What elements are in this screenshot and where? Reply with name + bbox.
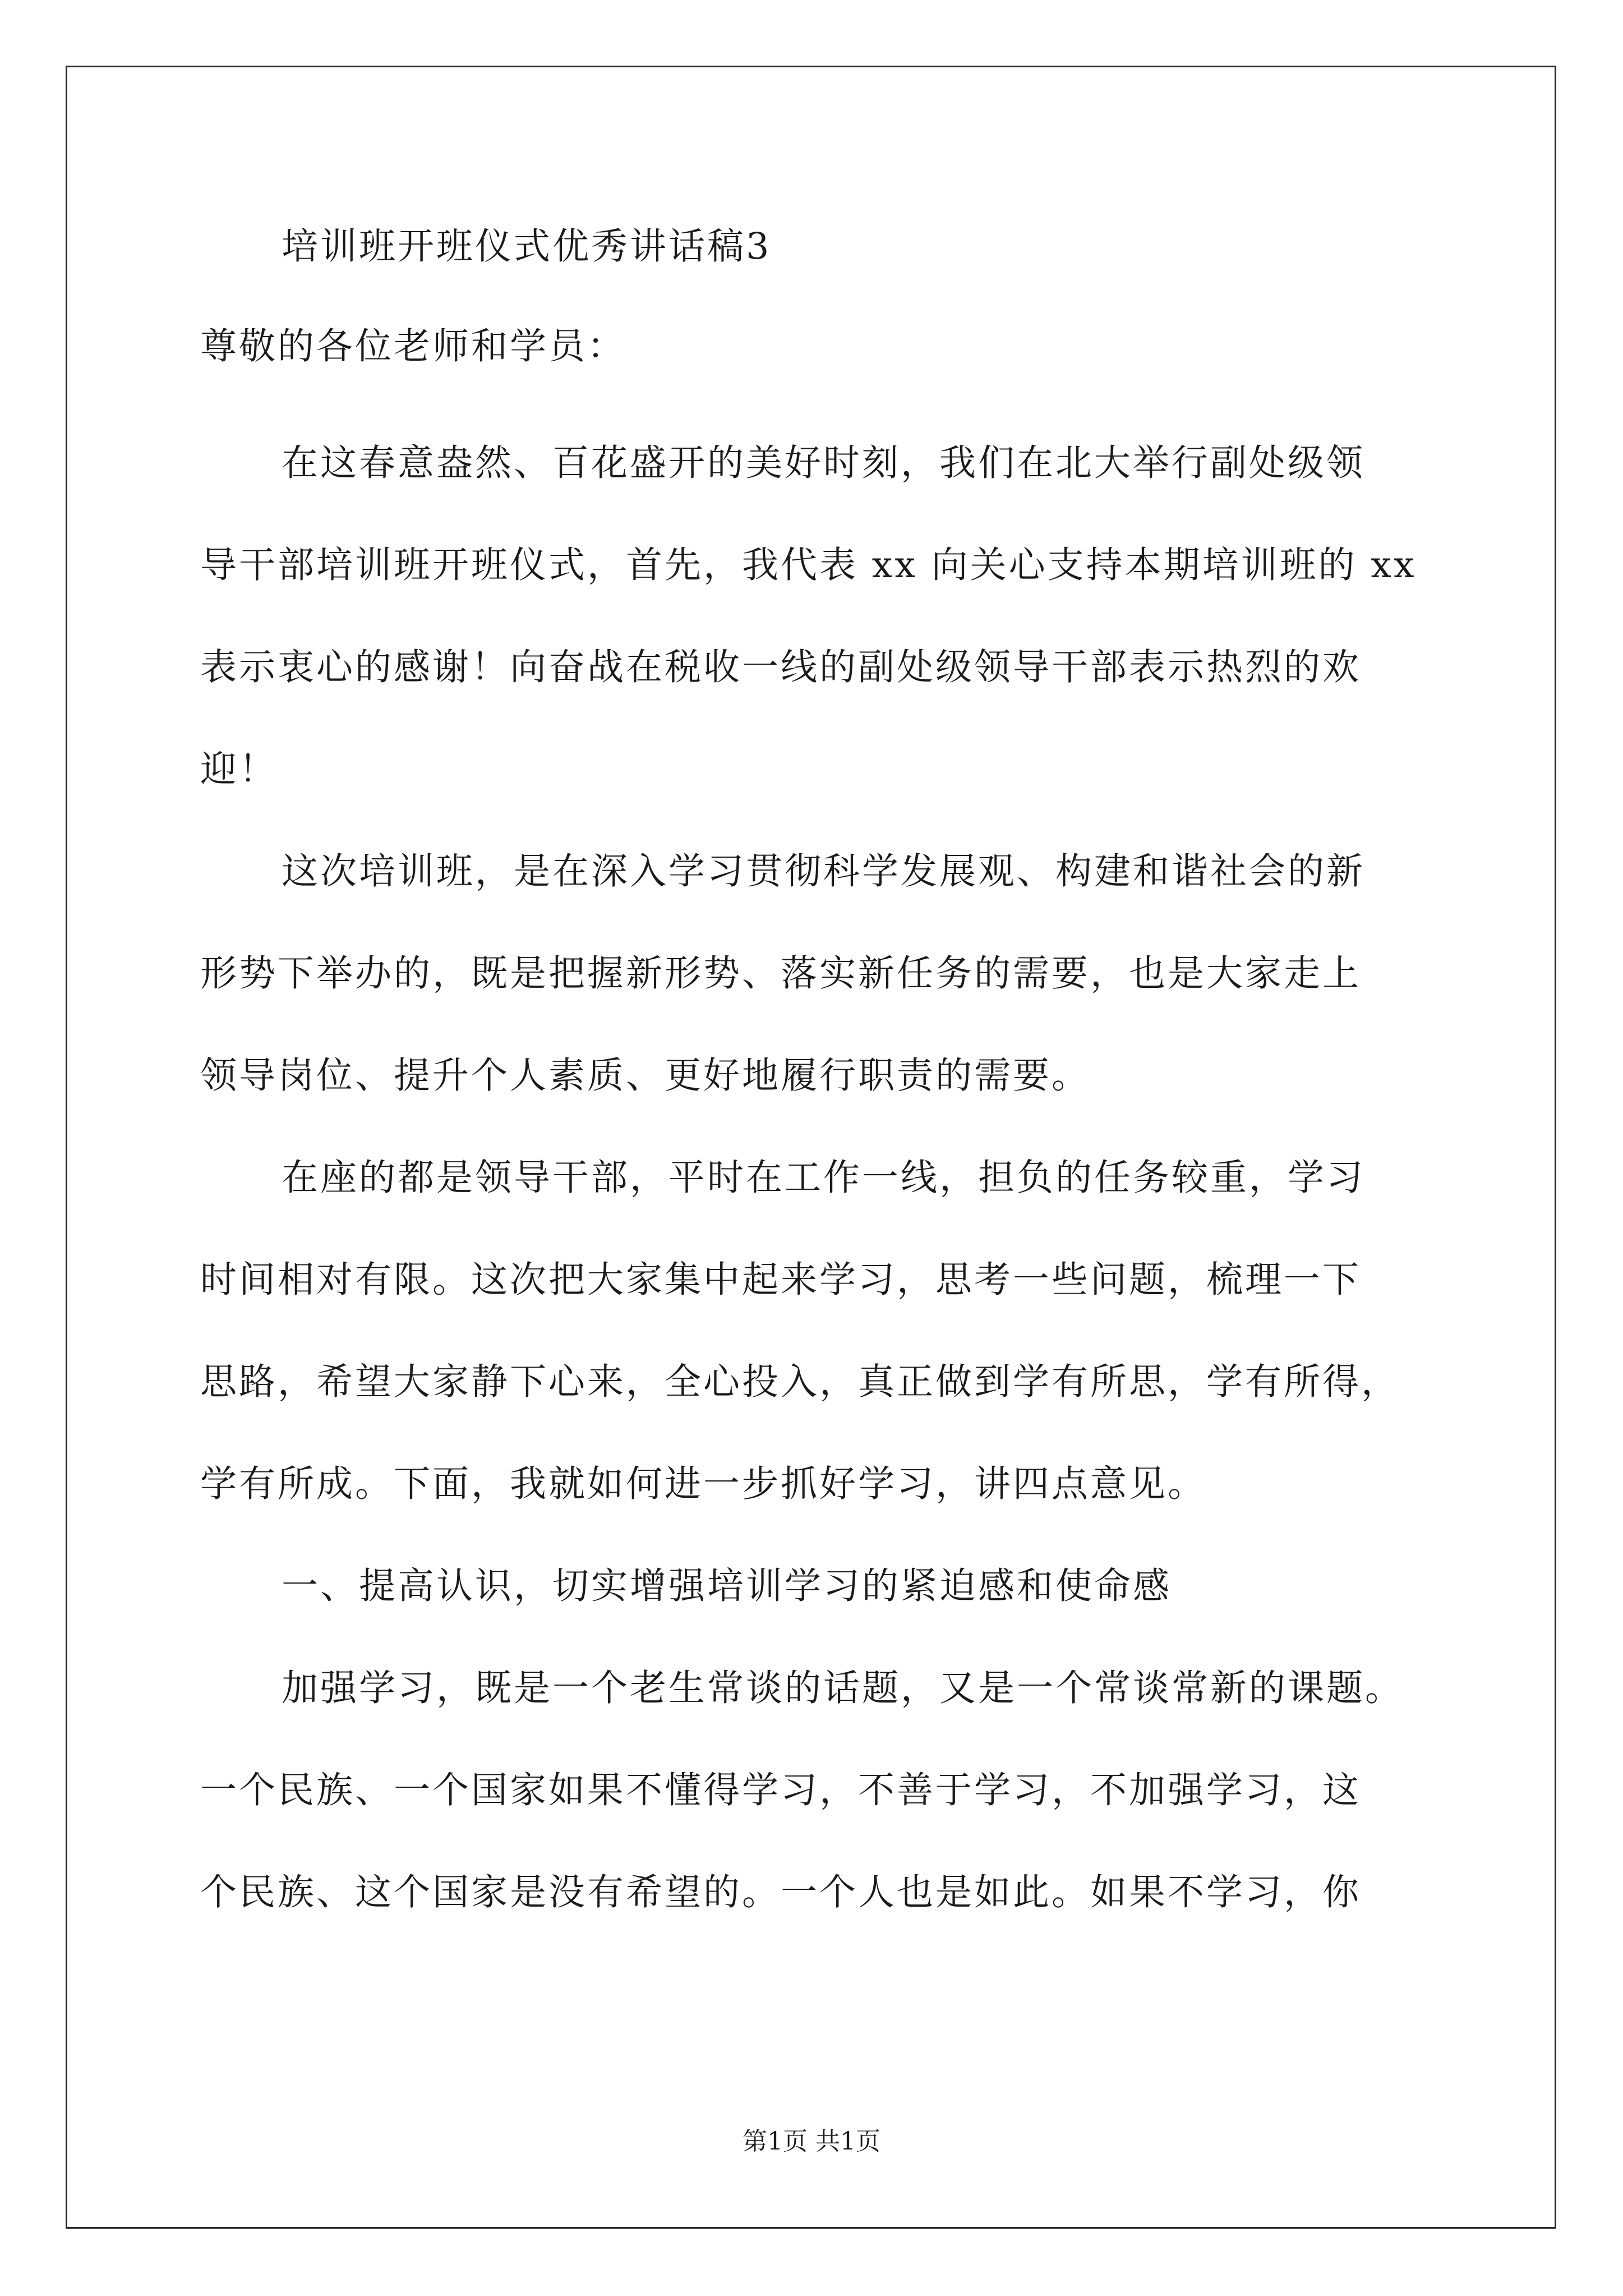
text-line: 思路，希望大家静下心来，全心投入，真正做到学有所思，学有所得， xyxy=(200,1361,1400,1403)
text-line-salutation: 尊敬的各位老师和学员： xyxy=(200,325,626,367)
text-line: 在这春意盎然、百花盛开的美好时刻，我们在北大举行副处级领 xyxy=(282,442,1366,484)
text-line: 学有所成。下面，我就如何进一步抓好学习，讲四点意见。 xyxy=(200,1463,1207,1505)
text-line: 时间相对有限。这次把大家集中起来学习，思考一些问题，梳理一下 xyxy=(200,1259,1362,1301)
document-title: 培训班开班仪式优秀讲话稿3 xyxy=(282,226,772,268)
text-line: 导干部培训班开班仪式，首先，我代表 xx 向关心支持本期培训班的 xx xyxy=(200,544,1417,586)
text-line: 领导岗位、提升个人素质、更好地履行职责的需要。 xyxy=(200,1055,1091,1097)
text-line: 表示衷心的感谢！向奋战在税收一线的副处级领导干部表示热烈的欢 xyxy=(200,646,1362,688)
page-footer: 第1页 共1页 xyxy=(743,2127,880,2156)
text-line: 在座的都是领导干部，平时在工作一线，担负的任务较重，学习 xyxy=(282,1157,1366,1199)
text-line: 这次培训班，是在深入学习贯彻科学发展观、构建和谐社会的新 xyxy=(282,850,1366,892)
text-line: 个民族、这个国家是没有希望的。一个人也是如此。如果不学习，你 xyxy=(200,1871,1362,1913)
text-line: 形势下举办的，既是把握新形势、落实新任务的需要，也是大家走上 xyxy=(200,953,1362,995)
text-line: 加强学习，既是一个老生常谈的话题，又是一个常谈常新的课题。 xyxy=(282,1667,1404,1709)
text-line: 一个民族、一个国家如果不懂得学习，不善于学习，不加强学习，这 xyxy=(200,1769,1362,1811)
text-line: 迎！ xyxy=(200,748,278,790)
section-heading: 一、提高认识，切实增强培训学习的紧迫感和使命感 xyxy=(282,1565,1172,1607)
